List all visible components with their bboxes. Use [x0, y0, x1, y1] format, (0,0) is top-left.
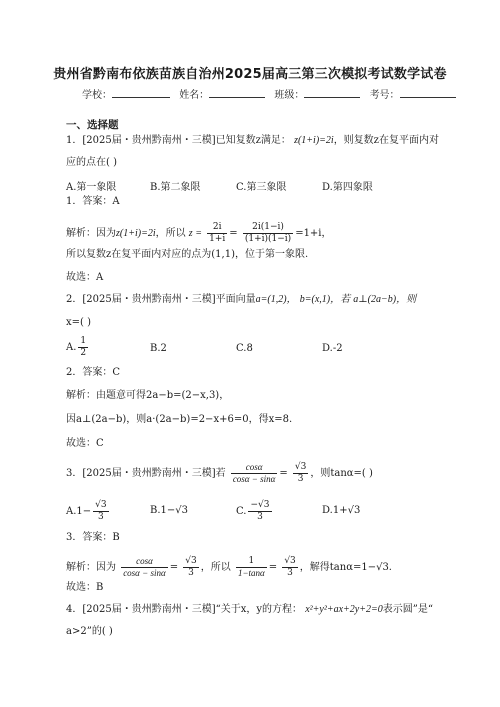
- q2-option-a-frac: $\frac{1}{2}$: [80, 336, 87, 358]
- q2-stem-line1: [66, 294, 416, 306]
- q3-answer: 3．答案：B: [66, 532, 120, 543]
- q2-vec-a: a=(1,2)，: [255, 294, 297, 305]
- q2-explanation-line1: 解析：由题意可得2a−b=(2−x,3)，: [66, 390, 230, 401]
- class-label: 班级：: [274, 90, 305, 101]
- q3-exp-pre: 解析：因为: [66, 562, 116, 573]
- q3-stem-tail: ，则tanα=( ): [310, 468, 373, 479]
- q3-option-a[interactable]: [66, 500, 111, 523]
- section-heading: 一、选择题: [66, 119, 119, 131]
- q3-exp-rhs1: $\frac{√3}{3}$: [185, 556, 197, 578]
- q3-exp-frac2: $\frac{1}{1-\tan\alpha}$: [237, 556, 265, 578]
- q1-frac2: $\frac{2i(1-i)}{(1+i)(1-i)}$: [244, 222, 292, 244]
- q2-vec-b: b=(x,1)，若: [299, 294, 351, 305]
- school-blank[interactable]: [112, 88, 170, 98]
- q3-stem-frac: $\frac{\cos\alpha}{\cos\alpha - \sin\alpha}$: [232, 462, 276, 484]
- q1-exp-tail: =1+i，: [295, 228, 332, 239]
- q2-option-b[interactable]: B.2: [150, 343, 167, 354]
- q2-condition: a⊥(2a−b)，则: [353, 294, 417, 305]
- q2-answer: 2．答案：C: [66, 367, 121, 378]
- q1-option-d[interactable]: D.第四象限: [322, 182, 373, 193]
- q3-option-d[interactable]: D.1+√3: [322, 505, 361, 516]
- q1-exp-mid: ，所以: [155, 228, 186, 239]
- q1-stem-line2: 应的点在( ): [66, 157, 117, 168]
- name-blank[interactable]: [209, 88, 265, 98]
- student-info-row: [82, 86, 456, 101]
- q2-conclusion: 故选：C: [66, 438, 104, 449]
- q1-stem-line1: [66, 135, 439, 147]
- q3-option-b[interactable]: B.1−√3: [150, 505, 189, 516]
- q3-exp-frac1: $\frac{\cos\alpha}{\cos\alpha - \sin\alpha}$: [123, 556, 166, 578]
- q2-option-a[interactable]: [66, 336, 90, 359]
- q3-stem-text: 3．[2025届・贵州黔南州・三模]若: [66, 468, 226, 479]
- q1-option-a[interactable]: A.第一象限: [66, 182, 117, 193]
- q3-conclusion: 故选：B: [66, 582, 104, 593]
- q2-option-c[interactable]: C.8: [236, 343, 253, 354]
- q3-option-c[interactable]: [236, 500, 274, 523]
- q3-explanation: 解析：因为 $\frac{\cos\alpha}{\cos\alpha - \sin\alpha}$ = $\frac{√3}{3}$ ，所以 $\frac{1}{1-\tan\alpha}$ = $\frac{√3}{3}$ ，解得tanα=1−√3.: [66, 556, 392, 578]
- q1-option-b[interactable]: B.第二象限: [150, 182, 201, 193]
- q3-exp-tail: ，解得tanα=1−√3.: [299, 562, 392, 573]
- q3-stem-rhs: $\frac{√3}{3}$: [294, 462, 307, 484]
- q4-stem-line1: [66, 604, 433, 616]
- q3-exp-mid: ，所以: [200, 562, 231, 573]
- q3-option-c-frac: $\frac{-√3}{3}$: [250, 500, 270, 522]
- page-title: 贵州省黔南布依族苗族自治州2025届高三第三次模拟考试数学试卷: [53, 67, 447, 82]
- q1-frac1: $\frac{2i}{1+i}$: [209, 222, 226, 244]
- q1-equation: z(1+i)=2i: [294, 135, 334, 146]
- q2-stem-line2: x=( ): [66, 317, 91, 328]
- q1-exp-eq: z(1+i)=2i: [116, 228, 156, 239]
- q2-stem: 2．[2025届・贵州黔南州・三模]平面向量: [66, 294, 256, 305]
- q1-answer: 1．答案：A: [66, 196, 120, 207]
- q3-exp-rhs2: $\frac{√3}{3}$: [284, 556, 296, 578]
- q1-exp-pre: 解析：因为: [66, 228, 116, 239]
- exam-no-label: 考号：: [369, 90, 400, 101]
- q3-option-a-label: A.1−: [66, 506, 92, 517]
- school-label: 学校：: [82, 90, 112, 101]
- q4-stem-tail: 表示圆”是“: [382, 604, 433, 615]
- name-label: 姓名：: [179, 90, 210, 101]
- q1-stem-a: 1．[2025届・贵州黔南州・三模]已知复数z满足：: [66, 135, 291, 146]
- q3-stem: 3．[2025届・贵州黔南州・三模]若 $\frac{\cos\alpha}{\cos\alpha - \sin\alpha}$ = $\frac{√3}{3}$ ，则tanα=( ): [66, 462, 373, 484]
- q1-explanation-line2: 所以复数z在复平面内对应的点为(1,1)，位于第一象限.: [66, 249, 309, 260]
- q4-equation: x²+y²+ax+2y+2=0: [305, 604, 383, 615]
- q1-conclusion: 故选：A: [66, 272, 104, 283]
- q1-option-c[interactable]: C.第三象限: [236, 182, 287, 193]
- q3-option-a-frac: $\frac{√3}{3}$: [95, 500, 107, 522]
- q4-stem: 4．[2025届・贵州黔南州・三模]“关于x，y的方程：: [66, 604, 303, 615]
- class-blank[interactable]: [304, 88, 360, 98]
- q1-stem-b: ，则复数z在复平面内对: [333, 135, 439, 146]
- q3-option-c-label: C.: [236, 506, 247, 517]
- q2-option-a-label: A.: [66, 342, 77, 353]
- q2-option-d[interactable]: D.-2: [322, 343, 343, 354]
- q2-explanation-line2: 因a⊥(2a−b)，则a·(2a−b)=2−x+6=0，得x=8.: [66, 414, 293, 425]
- exam-no-blank[interactable]: [400, 88, 456, 98]
- q1-explanation-line1: 解析：因为z(1+i)=2i，所以 z = $\frac{2i}{1+i}$ = $\frac{2i(1-i)}{(1+i)(1-i)}$ =1+i，: [66, 222, 332, 244]
- q4-stem-line2: a>2”的( ): [66, 626, 113, 637]
